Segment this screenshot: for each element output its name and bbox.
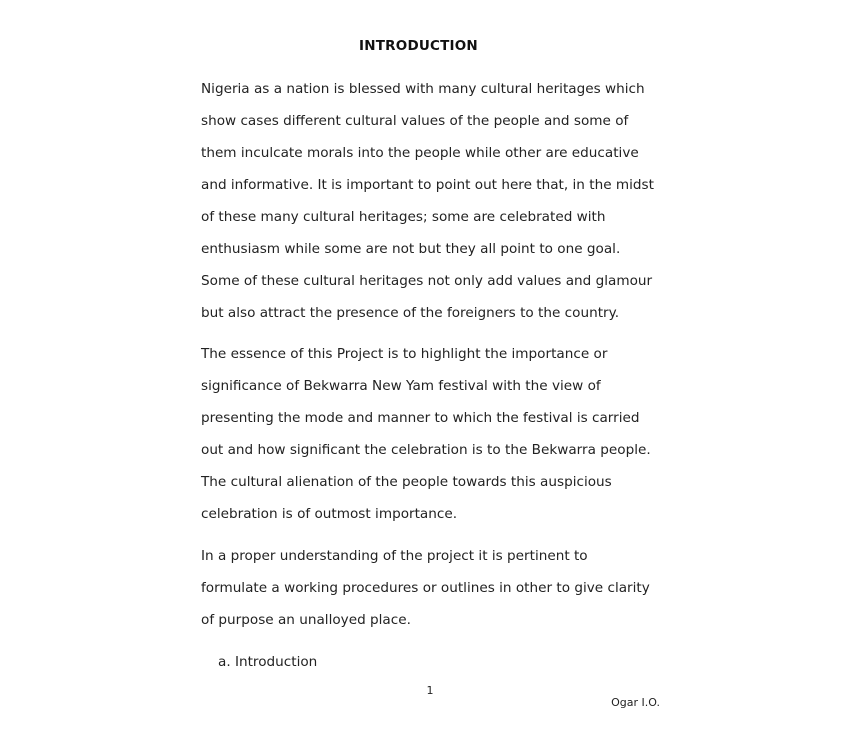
paragraph-line: celebration is of outmost importance. (201, 506, 458, 522)
paragraph-line: The cultural alienation of the people towards this auspicious (201, 474, 612, 490)
paragraph-line: Some of these cultural heritages not only add values and glamour (201, 273, 653, 289)
paragraph-line: and informative. It is important to point out here that, in the midst (201, 177, 654, 193)
paragraph-line: but also attract the presence of the foreigners to the country. (201, 305, 620, 321)
outline-list (218, 647, 317, 677)
outline-item: a. Introduction (218, 654, 318, 670)
paragraph-line: Nigeria as a nation is blessed with many cultural heritages which (201, 81, 645, 97)
paragraph-line: of purpose an unalloyed place. (201, 612, 411, 628)
paragraph-line: presenting the mode and manner to which the festival is carried (201, 410, 640, 426)
paragraph-line: enthusiasm while some are not but they all point to one goal. (201, 241, 621, 257)
paragraph-line: The essence of this Project is to highlight the importance or (201, 346, 608, 362)
page-number: 1 (426, 684, 434, 697)
author-footer: Ogar I.O. (611, 696, 660, 709)
document-title: INTRODUCTION (359, 38, 478, 54)
paragraph-line: out and how significant the celebration is to the Bekwarra people. (201, 442, 651, 458)
paragraph-line: significance of Bekwarra New Yam festival with the view of (201, 378, 601, 394)
paragraph-line: formulate a working procedures or outlines in other to give clarity (201, 580, 650, 596)
paragraph-line: them inculcate morals into the people while other are educative (201, 145, 639, 161)
paragraph-line: of these many cultural heritages; some are celebrated with (201, 209, 606, 225)
paragraph-3 (201, 540, 671, 636)
paragraph-line: show cases different cultural values of the people and some of (201, 113, 629, 129)
paragraph-2 (201, 338, 671, 530)
paragraph-line: In a proper understanding of the project it is pertinent to (201, 548, 588, 564)
paragraph-1 (201, 73, 671, 329)
